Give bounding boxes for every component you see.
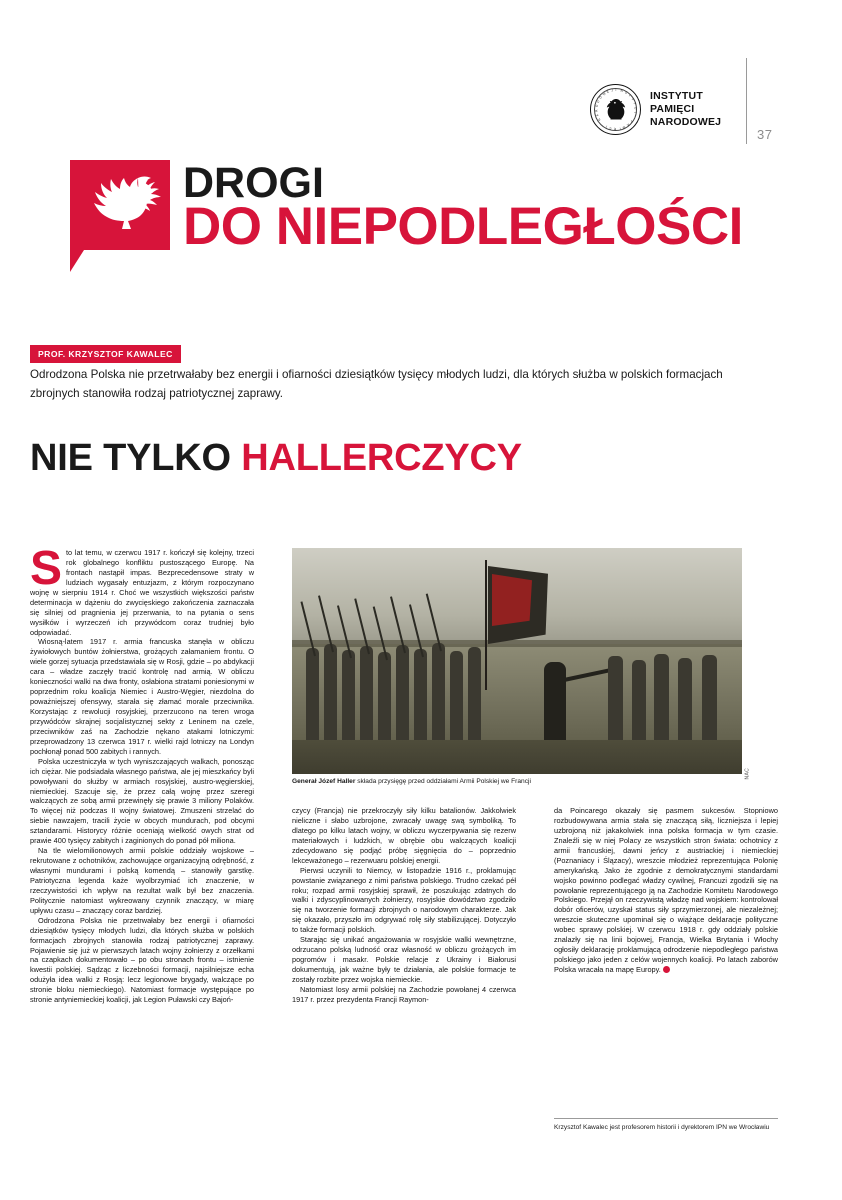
lede-paragraph: Odrodzona Polska nie przetrwałaby bez energii i ofiarności dziesiątków tysięcy młodych ludzi, dla których służba w polskich formacjach zbrojnych stanowiła rodzaj patriotycznej zaprawy. xyxy=(30,368,723,400)
article-title xyxy=(30,437,522,480)
body-paragraph: Starając się unikać angażowania w rosyjskie walki wewnętrzne, odrzucano polską ludność oraz własność w obliczu grożących im pogromów i masakr. Polskie relacje z Ukrainy i Białorusi dokumentują, jak ważne były te działania, ale polskie formacje te zostały rozbite przez wojska niemieckie. xyxy=(292,935,516,984)
header-divider xyxy=(746,58,747,144)
seal-ring-text: I N S T Y T U T P A M I Ę C I N A R O D O W E J xyxy=(593,87,638,131)
author-bio: Krzysztof Kawalec jest profesorem historii i dyrektorem IPN we Wrocławiu xyxy=(554,1124,770,1131)
photo-image xyxy=(292,548,750,780)
dropcap: S xyxy=(30,542,63,595)
flag-logo xyxy=(70,160,170,272)
body-paragraph: Odrodzona Polska nie przetrwałaby bez energii i ofiarności dziesiątków tysięcy młodych ludzi, dla których służba w polskich formacjach zbrojnych stanowiła rodzaj patriotycznej zaprawy. Pojawienie się już w pierwszych latach wojny żołnierzy z orzełkami na czapkach dokumentowało – po obu stronach frontu – istnienie kwestii polskiej. Sądząc z liczebności formacji, najsilniejsze echa odużyła idea walki z Rosją: lecz legionowe brygady, walczące po stronie bloku niemieckiego). Natomiast formacje występujące po stronie antyniemieckiej koalicji, jak Legion Puławski czy Bajoń- xyxy=(30,915,254,1005)
body-paragraph xyxy=(554,806,778,975)
masthead-line1: DROGI xyxy=(183,159,324,207)
page-number: 37 xyxy=(757,127,773,142)
body-paragraph-text: to lat temu, w czerwcu 1917 r. kończył się kolejny, trzeci rok globalnego konfliktu pustoszącego Europę. Na frontach nastąpił impas. Bezprecedensowe straty w ludziach wygasały entuzjazm, z którym rozpoczynano wojnę w sierpniu 1914 r. Choć we wszystkich większości państw determinacja w dążeniu do zwycięskiego zakończenia zaznaczała się silniej od pragnienia jej przerwania, to na pytania o sens wysiłków i wyrzeczeń ich przywódcom coraz trudniej było odpowiadać. xyxy=(30,548,254,637)
body-paragraph-text: da Poincarego okazały się pasmem sukcesów. Stopniowo rozbudowywana armia stała się znaczącą siłą, liczniejsza i lepiej uzbrojoną niż jakakolwiek inna polska formacja w tym czasie. Znaleźli się w niej Polacy ze wszystkich stron świata: ochotnicy z armii francuskiej, dawni jeńcy z austriackiej i niemieckiej (Poznaniacy i Ślązacy), wreszcie młodzież reprezentująca Polonię amerykańską. Jako że zgodnie z demokratycznymi standardami wojsko powinno podlegać władzy cywilnej, Francuzi zgodzili się na powołanie reprezentującego ją na Zachodzie Komitetu Narodowego Polskiego. Przejął on rzeczywistą władzę nad wojskiem: kontrolował dobór oficerów, uzyskał status siły sprzymierzonej, ale niezależnej; wreszcie skuteczne upominał się o wiążące deklaracje polityczne wobec sprawy polskiej. W czerwcu 1918 r. gdy oddziały polskie znalazły się na linii bojowej, Francja, Wielka Brytania i Włochy ogłosiły deklarację proklamującą odrodzenie niepodległego państwa polskiego jako jeden z celów wojennych koalicji. Po latach zaborów Polska wracała na mapę Europy. xyxy=(554,806,778,974)
ipn-seal-icon xyxy=(590,84,641,135)
end-mark-icon xyxy=(663,966,670,973)
photo-credit: NAC xyxy=(744,768,750,780)
footer-divider xyxy=(554,1118,778,1119)
body-paragraph: Wiosną-latem 1917 r. armia francuska stanęła w obliczu żywiołowych buntów żołnierstwa, grożących załamaniem frontu. O wiele gorzej sytuacja przedstawiała się w Rosji, gdzie – po abdykacji cara – władze zaczęły tracić kontrolę nad armią. W obliczu konieczności walki na dwa fronty, osłabiona stratami poniesionymi w poprzednim roku koalicja Niemiec i Austro-Węgier, niezdolna do poważniejszej ofensywy, starała się złamać morale przeciwnika. Korzystając z rewolucji rosyjskiej, przerzucono na teren wroga przywódców skrajnej socjalistycznej sekty z Leninem na czele, przeciwników zaś na Zachodzie nękano atakami lotniczymi: przeprowadzony 13 czerwca 1917 r. wielki rajd lotniczy na Londyn pochłonął ponad 500 zabitych i rannych. xyxy=(30,637,254,756)
white-eagle-icon xyxy=(76,168,164,244)
photo-figure xyxy=(292,548,750,787)
body-paragraph: Pierwsi uczynili to Niemcy, w listopadzie 1916 r., proklamując powstanie związanego z nimi państwa polskiego. Trudno czekać péł roku; rozpad armii rosyjskiej sprawił, że poszukując zdatnych do walki i zdyscyplinowanych żołnierzy, rosyjskie dowództwo zgodziło się na tworzenie formacji zbrojnych o narodowym charakterze. Jak się okazało, przyszło im odgrywać rolę siły stabilizującej. Dotyczyło to także formacji polskich. xyxy=(292,865,516,935)
body-column-2 xyxy=(292,806,516,1005)
body-paragraph: Na tle wielomilionowych armii polskie oddziały wojskowe – rekrutowane z ochotników, zachowujące organizacyjną odrębność, z własnymi mundurami i polską komendą – stanowiły garstkę. Patriotyczna legenda każe wyolbrzymiać ich znaczenie, w rzeczywistości ich wpływ na rezultat walk był bez znaczenia. Politycznie natomiast wykreowany czynnik znaczący, w miarę upływu czasu – znaczący coraz bardziej. xyxy=(30,846,254,915)
article-title-plain: NIE TYLKO xyxy=(30,437,242,479)
institute-name xyxy=(650,90,721,130)
body-paragraph: czycy (Francja) nie przekroczyły siły kilku batalionów. Jakkolwiek nieliczne i słabo uzbrojone, zwracały uwagę swą symboliką. To dlatego po kilku latach wojny, w obliczu wyczerpywania się rezerw materiałowych i ludzkich, w obrębie obu walczących koalicji zdecydowano się podjąć próbę sięgnięcia do – poprzednio lekceważonego – rezerwuaru polskiej energii. xyxy=(292,806,516,865)
institute-name-line1: INSTYTUT xyxy=(650,89,703,102)
body-paragraph: Polska uczestniczyła w tych wyniszczających walkach, ponosząc ich ciężar. Nie podsiadała własnego państwa, ale jej mieszkańcy byli powoływani do służby w armiach rosyjskiej, austro-węgierskiej, niemieckiej. Szacuje się, że przez całą wojnę przez szeregi walczących ze sobą armii przewinęły się prawie 3 miliony Polaków. To więcej niż podczas II wojny światowej. Zmuszeni strzelać do siebie nawzajem, tracili życie w obcych mundurach, pod obcymi sztandarami. Historycy różnie oceniają wielkość owych strat od prawie 400 tysięcy zabitych i zaginionych do ponad pół miliona. xyxy=(30,756,254,846)
body-column-3 xyxy=(554,806,778,975)
body-paragraph xyxy=(30,542,254,637)
masthead-line2: DO NIEPODLEGŁOŚCI xyxy=(183,197,743,256)
institute-name-line3: NARODOWEJ xyxy=(650,116,722,129)
institute-name-line2: PAMIĘCI xyxy=(650,102,695,115)
body-column-1 xyxy=(30,542,254,1005)
body-paragraph: Natomiast losy armii polskiej na Zachodzie powołanej 4 czerwca 1917 r. przez prezydenta Francji Raymon- xyxy=(292,984,516,1004)
article-title-highlight: HALLERCZYCY xyxy=(241,437,522,479)
photo-caption-lead: Generał Józef Haller xyxy=(292,778,356,785)
photo-caption xyxy=(292,778,734,787)
ipn-logo xyxy=(590,84,780,135)
author-tag: PROF. KRZYSZTOF KAWALEC xyxy=(30,345,181,363)
photo-caption-rest: składa przysięgę przed oddziałami Armii Polskiej we Francji xyxy=(355,778,531,785)
masthead xyxy=(70,160,770,278)
institute-header xyxy=(590,84,780,156)
